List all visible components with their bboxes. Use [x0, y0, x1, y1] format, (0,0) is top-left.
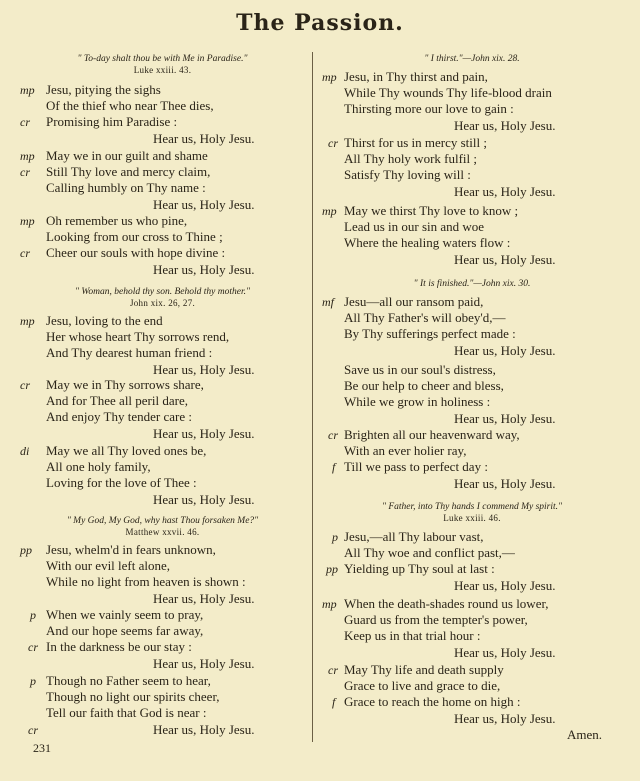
stanza [322, 662, 622, 743]
dynamic-mark: cr [28, 640, 38, 655]
verse-line: When we vainly seem to pray, [46, 607, 204, 622]
section-reference: Luke xxiii. 43. [133, 65, 192, 75]
verse-line: Thirsting more our love to gain : [344, 101, 514, 117]
verse-line: May we in Thy sorrows share, [46, 377, 204, 392]
verse-line: And for Thee all peril dare, [46, 393, 188, 409]
refrain-line: Hear us, Holy Jesu. [153, 425, 255, 441]
refrain-line: Hear us, Holy Jesu. [454, 644, 556, 660]
verse-line: All Thy holy work fulfil ; [344, 151, 478, 167]
verse-line: Guard us from the tempter's power, [344, 612, 528, 628]
section-quote: " Woman, behold thy son. Behold thy mother." [75, 287, 250, 297]
dynamic-mark: pp [20, 543, 32, 557]
dynamic-mark: di [20, 444, 30, 458]
section-heading [20, 287, 305, 310]
section-quote: " I thirst."—John xix. 28. [424, 54, 520, 64]
dynamic-mark: mp [20, 149, 35, 163]
stanza [322, 529, 622, 594]
verse-line: Still Thy love and mercy claim, [46, 164, 211, 180]
stanza [322, 427, 622, 492]
dynamic-mark: cr [328, 136, 338, 150]
verse-line: Jesu, in Thy thirst and pain, [344, 69, 488, 84]
section-heading [322, 54, 622, 65]
stanza [20, 213, 305, 278]
section-quote: " Father, into Thy hands I commend My spirit." [381, 502, 563, 512]
verse-line: When the death-shades round us lower, [344, 596, 549, 611]
verse-line: May we all Thy loved ones be, [46, 443, 207, 458]
stanza [322, 596, 622, 661]
verse-line: Grace to live and grace to die, [344, 678, 501, 694]
verse-line: Lead us in our sin and woe [344, 219, 485, 235]
verse-line: In the darkness be our stay : [46, 639, 192, 655]
verse-line: May we thirst Thy love to know ; [344, 203, 519, 218]
section-quote: " It is finished."—John xix. 30. [413, 279, 531, 289]
verse-line: Tell our faith that God is near : [46, 705, 207, 721]
refrain-line: Hear us, Holy Jesu. [153, 721, 255, 737]
dynamic-mark: p [332, 530, 338, 544]
verse-line: With an ever holier ray, [344, 443, 467, 459]
verse-line: Cheer our souls with hope divine : [46, 245, 226, 261]
section-quote: " My God, My God, why hast Thou forsaken Me?" [66, 516, 259, 526]
stanza [322, 203, 622, 268]
verse-line: All Thy Father's will obey'd,— [344, 310, 506, 326]
refrain-line: Hear us, Holy Jesu. [153, 655, 255, 671]
stanza [20, 607, 305, 672]
verse-line: Oh remember us who pine, [46, 213, 188, 228]
dynamic-mark: mp [20, 214, 35, 228]
refrain-line: Hear us, Holy Jesu. [153, 196, 255, 212]
stanza [322, 135, 622, 200]
page-number: 231 [33, 741, 51, 755]
section-heading [20, 516, 305, 539]
dynamic-mark: cr [20, 165, 30, 180]
verse-line: Save us in our soul's distress, [344, 362, 496, 377]
section-reference: Luke xxiii. 46. [443, 513, 501, 523]
stanza [20, 443, 305, 508]
section-quote: " To-day shalt thou be with Me in Paradise." [77, 54, 248, 64]
dynamic-mark: mf [322, 295, 334, 309]
section-reference: John xix. 26, 27. [129, 298, 196, 308]
verse-line: Jesu, pitying the sighs [46, 82, 161, 97]
verse-line: And Thy dearest human friend : [46, 345, 213, 361]
verse-line: And enjoy Thy tender care : [46, 409, 192, 425]
verse-line: Till we pass to perfect day : [344, 459, 488, 475]
refrain-line: Hear us, Holy Jesu. [454, 183, 556, 199]
section-heading [322, 502, 622, 525]
stanza [322, 294, 622, 359]
verse-line: May we in our guilt and shame [46, 148, 208, 163]
stanza [20, 542, 305, 607]
verse-line: Calling humbly on Thy name : [46, 180, 206, 196]
verse-line: Keep us in that trial hour : [344, 628, 481, 644]
stanza [20, 377, 305, 442]
verse-line: By Thy sufferings perfect made : [344, 326, 516, 342]
verse-line: Thirst for us in mercy still ; [344, 135, 487, 150]
verse-line: All one holy family, [46, 459, 151, 475]
verse-line: Jesu,—all Thy labour vast, [344, 529, 484, 544]
verse-line: While Thy wounds Thy life-blood drain [344, 85, 552, 101]
verse-line: Jesu—all our ransom paid, [344, 294, 484, 309]
column-divider [312, 52, 313, 742]
dynamic-mark: p [30, 608, 36, 622]
verse-line: Though no Father seem to hear, [46, 673, 211, 688]
dynamic-mark: mp [20, 83, 35, 97]
refrain-line: Hear us, Holy Jesu. [454, 577, 556, 593]
verse-line: Looking from our cross to Thine ; [46, 229, 223, 245]
refrain-line: Hear us, Holy Jesu. [153, 130, 255, 146]
verse-line: Her whose heart Thy sorrows rend, [46, 329, 230, 345]
stanza [20, 313, 305, 378]
dynamic-mark: cr [328, 663, 338, 677]
verse-line: Loving for the love of Thee : [46, 475, 197, 491]
section-reference: Matthew xxvii. 46. [125, 527, 200, 537]
refrain-line: Hear us, Holy Jesu. [153, 590, 255, 606]
refrain-line: Hear us, Holy Jesu. [153, 261, 255, 277]
verse-line: Grace to reach the home on high : [344, 694, 521, 710]
dynamic-mark: cr [20, 246, 30, 261]
dynamic-mark: p [30, 674, 36, 688]
dynamic-mark: cr [28, 722, 38, 737]
dynamic-mark: mp [322, 597, 337, 611]
verse-line: While no light from heaven is shown : [46, 574, 246, 590]
stanza [20, 82, 305, 147]
verse-line: And our hope seems far away, [46, 623, 204, 639]
refrain-line: Hear us, Holy Jesu. [454, 475, 556, 491]
verse-line: Brighten all our heavenward way, [344, 427, 520, 442]
dynamic-mark: mp [322, 204, 337, 218]
verse-line: Where the healing waters flow : [344, 235, 511, 251]
dynamic-mark: f [332, 460, 336, 475]
refrain-line: Hear us, Holy Jesu. [153, 491, 255, 507]
dynamic-mark: cr [20, 378, 30, 392]
refrain-line: Hear us, Holy Jesu. [454, 342, 556, 358]
dynamic-mark: mp [322, 70, 337, 84]
amen: Amen. [567, 726, 603, 742]
refrain-line: Hear us, Holy Jesu. [454, 251, 556, 267]
page-title: The Passion. [236, 10, 404, 36]
verse-line: May Thy life and death supply [344, 662, 504, 677]
dynamic-mark: f [332, 695, 336, 710]
refrain-line: Hear us, Holy Jesu. [454, 710, 556, 726]
verse-line: All Thy woe and conflict past,— [344, 545, 515, 561]
verse-line: Be our help to cheer and bless, [344, 378, 504, 394]
verse-line: Jesu, loving to the end [46, 313, 163, 328]
dynamic-mark: cr [20, 115, 30, 130]
verse-line: Promising him Paradise : [46, 114, 178, 130]
verse-line: Though no light our spirits cheer, [46, 689, 220, 705]
verse-line: While we grow in holiness : [344, 394, 491, 410]
verse-line: Satisfy Thy loving will : [344, 167, 471, 183]
section-heading [20, 54, 305, 77]
verse-line: Of the thief who near Thee dies, [46, 98, 214, 114]
verse-line: With our evil left alone, [46, 558, 171, 574]
stanza [20, 148, 305, 213]
stanza [20, 673, 305, 738]
section-heading [322, 279, 622, 290]
refrain-line: Hear us, Holy Jesu. [454, 117, 556, 133]
stanza [322, 69, 622, 134]
dynamic-mark: pp [326, 562, 338, 577]
stanza [322, 362, 622, 427]
refrain-line: Hear us, Holy Jesu. [153, 361, 255, 377]
refrain-line: Hear us, Holy Jesu. [454, 410, 556, 426]
verse-line: Yielding up Thy soul at last : [344, 561, 495, 577]
verse-line: Jesu, whelm'd in fears unknown, [46, 542, 216, 557]
dynamic-mark: mp [20, 314, 35, 328]
dynamic-mark: cr [328, 428, 338, 442]
